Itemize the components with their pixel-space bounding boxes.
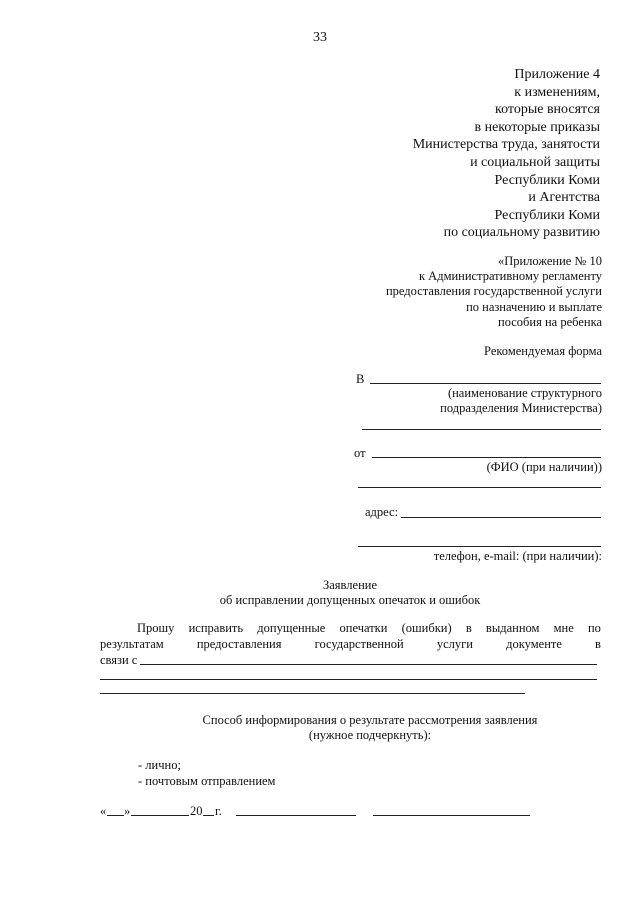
word: документе	[506, 637, 562, 651]
word: Прошу	[137, 621, 175, 635]
address-field[interactable]	[401, 517, 601, 518]
request-text-line-3-prefix: связи с	[100, 653, 138, 667]
notification-heading: Способ информирования о результате рассмотрения заявления	[202, 713, 538, 727]
regulation-header-line: к Административному регламенту	[418, 269, 602, 284]
appendix-header	[413, 66, 600, 242]
appendix-header-line: Приложение 4	[514, 67, 600, 82]
address-label: адрес:	[365, 505, 399, 519]
word: исправить	[188, 621, 244, 635]
word: в	[465, 621, 472, 635]
appendix-header-line: Республики Коми	[494, 207, 600, 223]
regulation-header-line: по назначению и выплате	[466, 299, 602, 314]
word: (ошибки)	[401, 621, 452, 635]
signature-name-field[interactable]	[373, 815, 530, 816]
word: предоставления	[196, 637, 282, 651]
word: в	[595, 637, 601, 651]
year-field[interactable]	[203, 815, 214, 816]
word: государственной	[314, 637, 404, 651]
date-open-quote: «	[100, 804, 107, 818]
regulation-header-line: пособия на ребенка	[498, 314, 602, 329]
from-caption: (ФИО (при наличии))	[486, 460, 602, 474]
to-field-continued[interactable]	[362, 429, 601, 430]
word: услуги	[436, 637, 473, 651]
appendix-header-line: Республики Коми	[494, 172, 600, 188]
document-subtitle: об исправлении допущенных опечаток и ошибок	[219, 593, 481, 607]
appendix-header-line: в некоторые приказы	[474, 119, 600, 135]
request-text-line-2	[100, 637, 601, 652]
option-personal[interactable]: - лично;	[138, 758, 181, 772]
appendix-header-line: и Агентства	[528, 190, 600, 206]
regulation-header-line: «Приложение № 10	[497, 254, 602, 268]
to-caption-2: подразделения Министерства)	[440, 401, 602, 415]
regulation-header-line: предоставления государственной услуги	[385, 284, 602, 299]
from-field-continued[interactable]	[358, 487, 601, 488]
word: выданном	[485, 621, 540, 635]
address-field-continued[interactable]	[358, 546, 601, 547]
appendix-header-line: к изменениям,	[514, 84, 600, 100]
notification-heading-note: (нужное подчеркнуть):	[308, 728, 432, 742]
appendix-header-line: Министерства труда, занятости	[412, 137, 600, 153]
recommended-form-label: Рекомендуемая форма	[484, 344, 602, 358]
year-suffix: г.	[215, 804, 222, 818]
document-title: Заявление	[322, 578, 377, 592]
word: допущенные	[257, 621, 326, 635]
day-field[interactable]	[107, 815, 124, 816]
appendix-header-line: и социальной защиты	[470, 154, 600, 170]
page-number: 33	[313, 30, 327, 45]
contacts-caption: телефон, e-mail: (при наличии):	[433, 549, 602, 563]
word: по	[587, 621, 601, 635]
reason-field-line-2[interactable]	[100, 679, 597, 680]
to-field[interactable]	[370, 383, 601, 384]
word: мне	[553, 621, 574, 635]
year-prefix: 20	[190, 804, 203, 818]
option-mail[interactable]: - почтовым отправлением	[138, 774, 276, 788]
month-field[interactable]	[131, 815, 189, 816]
reason-field-line-3[interactable]	[100, 693, 525, 694]
date-close-quote: »	[124, 804, 131, 818]
signature-field[interactable]	[236, 815, 356, 816]
word: результатам	[100, 637, 164, 651]
appendix-header-line: по социальному развитию	[443, 225, 600, 241]
to-label: В	[356, 372, 365, 386]
from-field[interactable]	[372, 457, 601, 458]
word: опечатки	[339, 621, 388, 635]
regulation-header	[386, 254, 602, 330]
from-label: от	[354, 446, 366, 460]
to-caption-1: (наименование структурного	[447, 386, 602, 400]
appendix-header-line: которые вносятся	[494, 102, 600, 118]
request-text-line-1	[100, 621, 601, 636]
reason-field[interactable]	[140, 664, 597, 665]
